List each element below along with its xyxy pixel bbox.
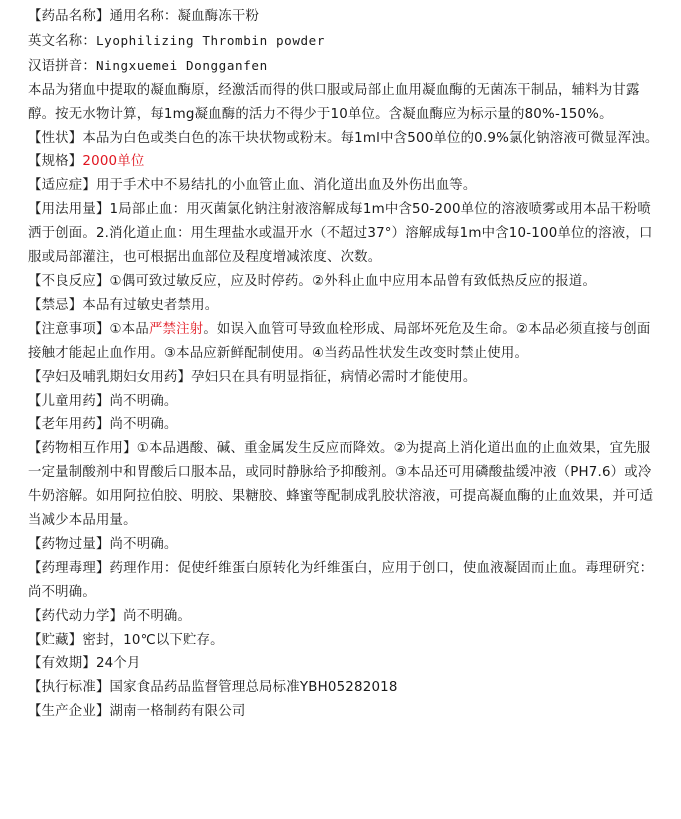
dosage-text: 1局部止血：用灭菌氯化钠注射液溶解成每1m中含50-200单位的溶液喷雾或用本品干粉喷洒于创面。2.消化道止血：用生理盐水或温开水（不超过37°）溶解成每1m中含10-100单位的溶液，口服或局部灌注，也可根据出血部位及程度增减浓度、次数。	[28, 202, 653, 266]
pregnancy-heading: 【孕妇及哺乳期妇女用药】	[28, 369, 192, 385]
indications-text: 用于手术中不易结扎的小血管止血、消化道出血及外伤出血等。	[95, 178, 477, 194]
adverse-reactions-heading: 【不良反应】	[28, 273, 110, 289]
dosage-heading: 【用法用量】	[28, 202, 110, 218]
description-text: 本品为猪血中提取的凝血酶原，经激活而得的供口服或局部止血用凝血酶的无菌冻干制品，辅料为甘露醇。按无水物计算，每1mg凝血酶的活力不得少于10单位。含凝血酶应为标示量的80%-150%。	[28, 82, 640, 122]
section-validity	[28, 652, 660, 676]
overdose-heading: 【药物过量】	[28, 536, 110, 552]
pregnancy-text: 孕妇只在具有明显指征，病情必需时才能使用。	[191, 369, 477, 385]
section-storage	[28, 629, 660, 653]
section-drug-name	[28, 5, 660, 29]
pediatric-text: 尚不明确。	[109, 393, 178, 409]
drug-name-heading: 【药品名称】	[28, 9, 110, 24]
section-pharmacology	[28, 557, 660, 605]
precautions-text-after: 。如误入血管可导致血栓形成、局部坏死危及生命。②本品必须直接与创面接触才能起止血作用。③本品应新鲜配制使用。④当药品性状发生改变时禁止使用。	[28, 321, 651, 361]
specification-heading: 【规格】	[28, 154, 83, 170]
section-geriatric	[28, 413, 660, 437]
section-dosage	[28, 198, 660, 270]
pinyin-name-label: 汉语拼音：	[28, 58, 96, 74]
pharmacology-heading: 【药理毒理】	[28, 560, 110, 576]
section-specification	[28, 150, 660, 174]
pediatric-heading: 【儿童用药】	[28, 393, 110, 409]
section-description	[28, 79, 660, 127]
section-precautions	[28, 318, 660, 366]
standard-text: 国家食品药品监督管理总局标准YBH05282018	[109, 680, 398, 696]
interactions-heading: 【药物相互作用】	[28, 441, 137, 457]
pharmacology-text: 药理作用：促使纤维蛋白原转化为纤维蛋白，应用于创口，使血液凝固而止血。毒理研究：尚不明确。	[28, 560, 654, 600]
pharmacokinetics-heading: 【药代动力学】	[28, 608, 124, 624]
precautions-warning: 严禁注射	[148, 321, 204, 337]
properties-text: 本品为白色或类白色的冻干块状物或粉末。每1ml中含500单位的0.9%氯化钠溶液可微显浑浊。	[82, 130, 659, 146]
validity-heading: 【有效期】	[28, 656, 96, 672]
pharmacokinetics-text: 尚不明确。	[123, 608, 192, 624]
geriatric-text: 尚不明确。	[109, 417, 178, 433]
section-contraindications	[28, 294, 660, 318]
contraindications-text: 本品有过敏史者禁用。	[82, 297, 219, 313]
section-pregnancy	[28, 366, 660, 390]
section-interactions	[28, 437, 660, 533]
interactions-text: ①本品遇酸、碱、重金属发生反应而降效。②为提高上消化道出血的止血效果，宜先服一定量制酸剂中和胃酸后口服本品，或同时静脉给予抑酸剂。③本品还可用磷酸盐缓冲液（PH7.6）或冷牛奶溶解。如用阿拉伯胶、明胶、果糖胶、蜂蜜等配制成乳胶状溶液，可提高凝血酶的止血效果，并可适当减少本品用量。	[28, 441, 654, 529]
specification-value: 2000单位	[82, 154, 145, 170]
storage-text: 密封，10℃以下贮存。	[82, 632, 224, 648]
standard-heading: 【执行标准】	[28, 680, 110, 696]
manufacturer-text: 湖南一格制药有限公司	[109, 704, 246, 720]
section-indications	[28, 174, 660, 198]
section-standard	[28, 676, 660, 700]
section-english-name	[28, 29, 660, 54]
precautions-heading: 【注意事项】	[28, 321, 110, 337]
precautions-text-before: ①本品	[109, 321, 149, 337]
drug-insert-document	[28, 5, 660, 724]
section-overdose	[28, 533, 660, 557]
indications-heading: 【适应症】	[28, 178, 96, 194]
storage-heading: 【贮藏】	[28, 632, 83, 648]
properties-heading: 【性状】	[28, 130, 83, 146]
manufacturer-heading: 【生产企业】	[28, 704, 110, 720]
section-adverse-reactions	[28, 270, 660, 294]
adverse-reactions-text: ①偶可致过敏反应，应及时停药。②外科止血中应用本品曾有致低热反应的报道。	[109, 273, 597, 289]
section-manufacturer	[28, 700, 660, 724]
section-properties	[28, 127, 660, 151]
section-pinyin-name	[28, 54, 660, 79]
section-pharmacokinetics	[28, 605, 660, 629]
geriatric-heading: 【老年用药】	[28, 417, 110, 433]
drug-common-name: 通用名称：凝血酶冻干粉	[109, 9, 260, 24]
overdose-text: 尚不明确。	[109, 536, 178, 552]
english-name-value: Lyophilizing Thrombin powder	[95, 32, 326, 48]
contraindications-heading: 【禁忌】	[28, 297, 83, 313]
english-name-label: 英文名称：	[28, 33, 96, 49]
validity-text: 24个月	[95, 656, 141, 672]
pinyin-name-value: Ningxuemei Dongganfen	[95, 57, 268, 73]
section-pediatric	[28, 390, 660, 414]
